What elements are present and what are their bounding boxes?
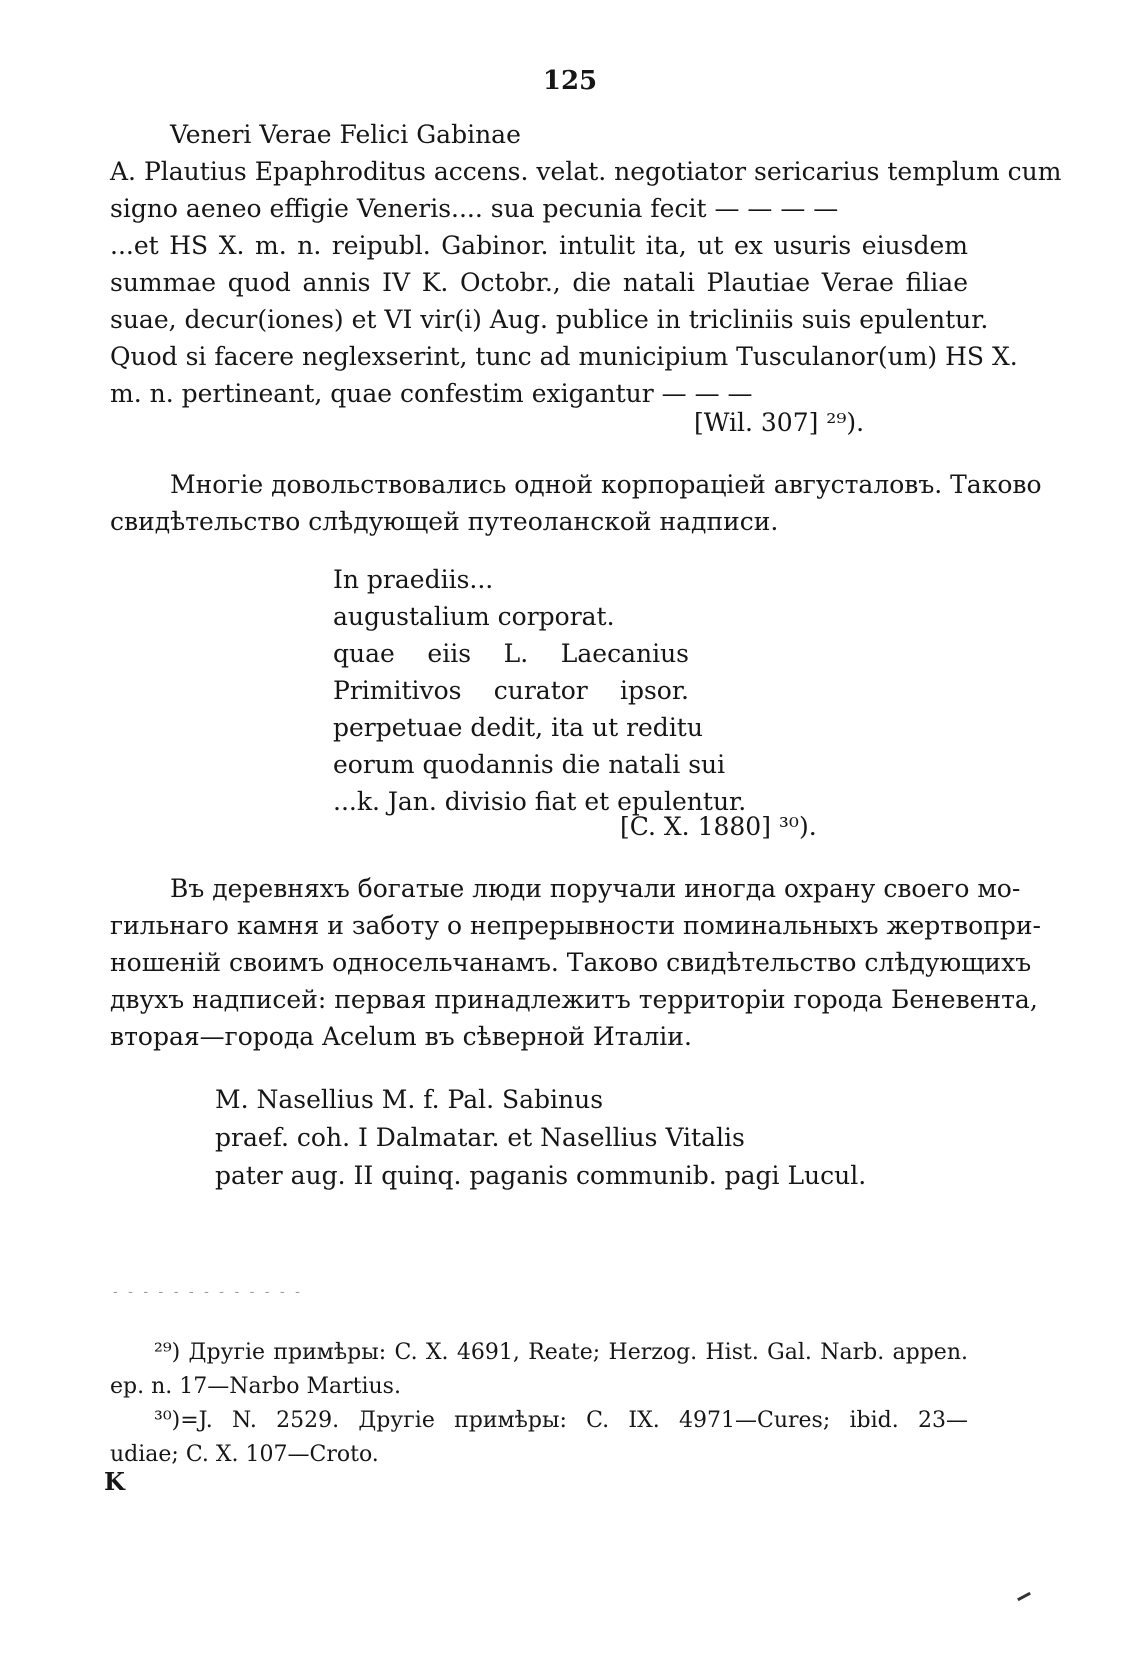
paragraph-villages: [110, 870, 1041, 1055]
inscription-line: augustalium corporat.: [333, 602, 615, 631]
inscription-line: signo aeneo effigie Veneris.... sua pecunia fecit — — — —: [110, 194, 839, 223]
page-number: 125: [542, 66, 598, 96]
inscription-gabii: [110, 116, 1062, 412]
paragraph-line: двухъ надписей: первая принадлежитъ территоріи города Беневента,: [110, 985, 1038, 1014]
inscription-line: eorum quodannis die natali sui: [333, 750, 726, 779]
footnote-29: ²⁹) Другіе примѣры: C. X. 4691, Reate; Herzog. Hist. Gal. Narb. appen.: [154, 1340, 968, 1365]
citation-cx-1880: [C. X. 1880] ³⁰).: [620, 812, 817, 841]
pen-stroke-mark: [1017, 1592, 1031, 1601]
inscription-line: pater aug. II quinq. paganis communib. pagi Lucul.: [215, 1161, 867, 1190]
inscription-line: Primitivos curator ipsor.: [333, 676, 689, 705]
inscription-nasellius: [215, 1081, 866, 1195]
paragraph-line: свидѣтельство слѣдующей путеоланской надписи.: [110, 507, 779, 536]
inscription-line: A. Plautius Epaphroditus accens. velat. negotiator sericarius templum cum: [110, 157, 1062, 186]
inscription-line: ...et HS X. m. n. reipubl. Gabinor. intulit ita, ut ex usuris eiusdem: [110, 231, 968, 260]
paragraph-augustales: [110, 466, 1042, 540]
paragraph-line: ношеній своимъ односельчанамъ. Таково свидѣтельство слѣдующихъ: [110, 948, 1032, 977]
inscription-line: quae eiis L. Laecanius: [333, 639, 689, 668]
paragraph-line: Въ деревняхъ богатые люди поручали иногда охрану своего мо-: [170, 874, 1021, 903]
inscription-line: Quod si facere neglexserint, tunc ad municipium Tusculanor(um) HS X.: [110, 342, 1018, 371]
citation-wil-307: [Wil. 307] ²⁹).: [694, 408, 865, 437]
paragraph-line: гильнаго камня и заботу о непрерывности поминальныхъ жертвопри-: [110, 911, 1041, 940]
paragraph-line: вторая—города Acelum въ сѣверной Италіи.: [110, 1022, 692, 1051]
inscription-puteoli: [333, 561, 747, 820]
inscription-line: m. n. pertineant, quae confestim exigantur — — —: [110, 379, 753, 408]
inscription-line: summae quod annis IV K. Octobr., die natali Plautiae Verae filiae: [110, 268, 968, 297]
footnotes: [110, 1336, 968, 1472]
inscription-line: suae, decur(iones) et VI vir(i) Aug. publice in tricliniis suis epulentur.: [110, 305, 989, 334]
inscription-line: ...k. Jan. divisio fiat et epulentur.: [333, 787, 747, 816]
footnote-divider: - - - - - - - - - - - - -: [113, 1284, 303, 1300]
signature-mark: K: [104, 1467, 125, 1496]
inscription-line: M. Nasellius M. f. Pal. Sabinus: [215, 1085, 604, 1114]
inscription-line: In praediis...: [333, 565, 494, 594]
paragraph-line: Многіе довольствовались одной корпораціей августаловъ. Таково: [170, 470, 1042, 499]
footnote-29-cont: ep. n. 17—Narbo Martius.: [110, 1374, 401, 1399]
footnote-30: ³⁰)=J. N. 2529. Другіе примѣры: C. IX. 4971—Cures; ibid. 23—: [154, 1408, 968, 1433]
inscription-line: perpetuae dedit, ita ut reditu: [333, 713, 703, 742]
inscription-line: Veneri Verae Felici Gabinae: [170, 120, 521, 149]
inscription-line: praef. coh. I Dalmatar. et Nasellius Vitalis: [215, 1123, 745, 1152]
footnote-30-cont: udiae; C. X. 107—Croto.: [110, 1442, 379, 1467]
